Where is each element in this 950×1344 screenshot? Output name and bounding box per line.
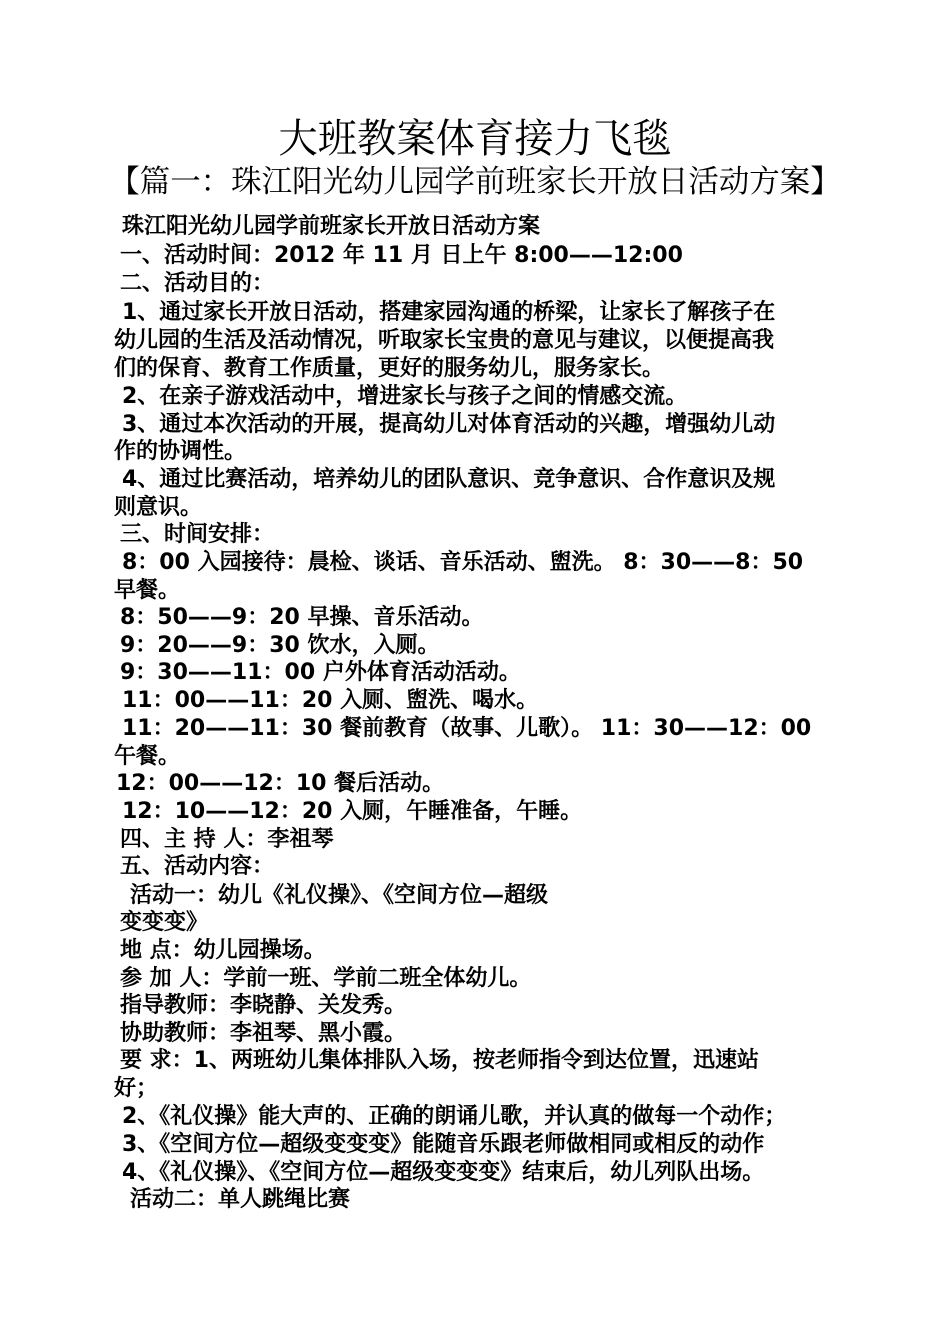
- text-line: 作的协调性。: [114, 439, 247, 464]
- text-line: 3、通过本次活动的开展，提高幼儿对体育活动的兴趣，增强幼儿动: [122, 412, 776, 437]
- text-line: 11：00——11：20 入厕、盥洗、喝水。: [122, 688, 539, 713]
- text-line: 2、在亲子游戏活动中，增进家长与孩子之间的情感交流。: [122, 384, 688, 409]
- text-line: 好；: [114, 1076, 159, 1101]
- text-line: 指导教师：李晓静、关发秀。: [120, 993, 407, 1018]
- text-line: 1、通过家长开放日活动，搭建家园沟通的桥梁，让家长了解孩子在: [122, 300, 776, 325]
- text-line: 3、《空间方位—超级变变变》能随音乐跟老师做相同或相反的动作: [122, 1132, 765, 1157]
- text-line: 协助教师：李祖琴、黑小霞。: [120, 1021, 407, 1046]
- text-line: 11：20——11：30 餐前教育（故事、儿歌）。 11：30——12：00: [122, 716, 812, 741]
- text-line: 三、时间安排：: [120, 522, 275, 547]
- text-line: 活动一：幼儿《礼仪操》、《空间方位—超级: [130, 883, 549, 908]
- text-line: 4、《礼仪操》、《空间方位—超级变变变》结束后，幼儿列队出场。: [122, 1160, 765, 1185]
- text-line: 们的保育、教育工作质量，更好的服务幼儿，服务家长。: [114, 356, 665, 381]
- text-line: 参 加 人：学前一班、学前二班全体幼儿。: [120, 966, 532, 991]
- text-line: 早餐。: [114, 578, 181, 603]
- text-line: 二、活动目的：: [120, 271, 275, 296]
- document-title: 大班教案体育接力飞毯: [278, 116, 672, 162]
- text-line: 要 求：1、两班幼儿集体排队入场，按老师指令到达位置，迅速站: [120, 1048, 759, 1073]
- text-line: 9：30——11：00 户外体育活动活动。: [120, 660, 521, 685]
- text-line: 五、活动内容：: [120, 854, 275, 879]
- text-line: 幼儿园的生活及活动情况，听取家长宝贵的意见与建议，以便提高我: [114, 328, 775, 353]
- text-line: 一、活动时间：2012 年 11 月 日上午 8:00——12:00: [120, 243, 683, 268]
- text-line: 四、主 持 人：李祖琴: [120, 827, 334, 852]
- section-heading: 珠江阳光幼儿园学前班家长开放日活动方案: [122, 214, 541, 239]
- document-subtitle: 【篇一：珠江阳光幼儿园学前班家长开放日活动方案】: [109, 164, 841, 200]
- text-line: 变变变》: [120, 910, 209, 935]
- text-line: 则意识。: [114, 495, 203, 520]
- text-line: 地 点：幼儿园操场。: [120, 938, 326, 963]
- text-line: 2、《礼仪操》能大声的、正确的朗诵儿歌，并认真的做每一个动作；: [122, 1104, 787, 1129]
- text-line: 4、通过比赛活动，培养幼儿的团队意识、竞争意识、合作意识及规: [122, 467, 776, 492]
- text-line: 12：10——12：20 入厕，午睡准备，午睡。: [122, 799, 583, 824]
- text-line: 12：00——12：10 餐后活动。: [116, 771, 445, 796]
- text-line: 8：50——9：20 早操、音乐活动。: [120, 605, 484, 630]
- text-line: 9：20——9：30 饮水，入厕。: [120, 633, 440, 658]
- text-line: 午餐。: [114, 744, 181, 769]
- text-line: 8：00 入园接待：晨检、谈话、音乐活动、盥洗。 8：30——8：50: [122, 550, 804, 575]
- text-line: 活动二：单人跳绳比赛: [130, 1187, 351, 1212]
